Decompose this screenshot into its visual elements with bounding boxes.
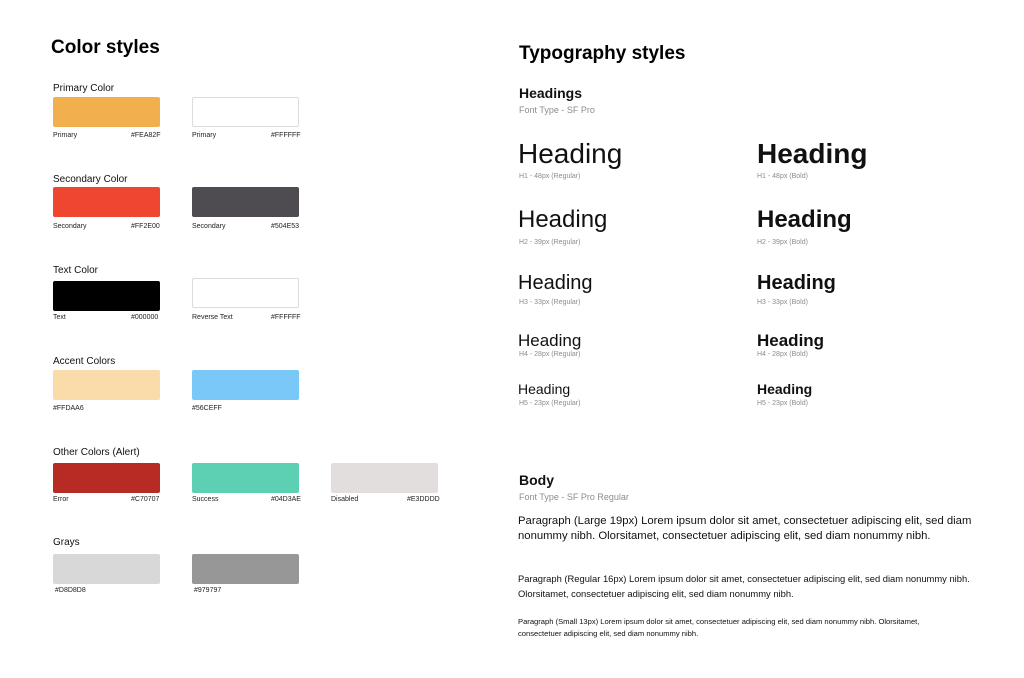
swatch-name: Disabled <box>331 496 359 503</box>
h1-regular-caption: H1 - 48px (Regular) <box>519 173 581 180</box>
swatch-name: Error <box>53 496 69 503</box>
h1-bold-sample: Heading <box>757 138 868 169</box>
swatch-name: Primary <box>192 132 217 139</box>
paragraph-small: Paragraph (Small 13px) Lorem ipsum dolor sit amet, consectetuer adipiscing elit, sed diam nonummy nibh. Olorsitamet, consectetuer adipiscing elit, sed diam nonummy nibh. <box>518 617 920 638</box>
h2-bold-caption: H2 - 39px (Bold) <box>757 239 808 246</box>
swatch-primary-orange[interactable] <box>53 97 160 127</box>
h2-regular-caption: H2 - 39px (Regular) <box>519 239 581 246</box>
swatch-hex: #979797 <box>194 587 222 594</box>
swatch-hex: #504E53 <box>271 223 300 230</box>
paragraph-large: Paragraph (Large 19px) Lorem ipsum dolor sit amet, consectetuer adipiscing elit, sed diam nonummy nibh. Olorsitamet, consectetuer adipiscing elit, sed diam nonummy nibh. <box>518 515 972 542</box>
swatch-hex: #FFFFFF <box>271 132 301 139</box>
h3-regular-sample: Heading <box>518 272 593 294</box>
group-label: Accent Colors <box>53 356 116 367</box>
swatch-disabled[interactable] <box>331 463 438 493</box>
swatch-name: Secondary <box>192 223 226 230</box>
swatch-reverse-text-white[interactable] <box>192 278 299 308</box>
h3-bold-caption: H3 - 33px (Bold) <box>757 299 808 306</box>
swatch-hex: #C70707 <box>131 496 160 503</box>
group-label: Secondary Color <box>53 174 128 185</box>
h3-bold-sample: Heading <box>757 272 836 294</box>
swatch-name: Reverse Text <box>192 314 233 321</box>
h5-regular-caption: H5 - 23px (Regular) <box>519 400 581 407</box>
h2-regular-sample: Heading <box>518 206 608 233</box>
swatch-hex: #000000 <box>131 314 159 321</box>
swatch-hex: #04D3AE <box>271 496 301 503</box>
swatch-name: Success <box>192 496 219 503</box>
swatch-secondary-gray[interactable] <box>192 187 299 217</box>
swatch-accent-blue[interactable] <box>192 370 299 400</box>
swatch-accent-peach[interactable] <box>53 370 160 400</box>
swatch-secondary-red[interactable] <box>53 187 160 217</box>
swatch-hex: #FFDAA6 <box>53 405 84 412</box>
swatch-gray-light[interactable] <box>53 554 160 584</box>
h5-regular-sample: Heading <box>518 381 571 397</box>
h5-bold-sample: Heading <box>757 381 813 397</box>
swatch-hex: #FFFFFF <box>271 314 301 321</box>
h1-bold-caption: H1 - 48px (Bold) <box>757 173 808 180</box>
swatch-hex: #D8D8D8 <box>55 587 86 594</box>
h1-regular-sample: Heading <box>518 138 623 169</box>
group-label: Text Color <box>53 265 99 276</box>
typography-styles-title: Typography styles <box>519 43 686 64</box>
swatch-hex: #FEA82F <box>131 132 161 139</box>
paragraph-regular: Paragraph (Regular 16px) Lorem ipsum dolor sit amet, consectetuer adipiscing elit, sed diam nonummy nibh. Olorsitamet, consectetuer adipiscing elit, sed diam nonummy nibh. <box>518 573 970 599</box>
swatch-name: Secondary <box>53 223 87 230</box>
group-label: Grays <box>53 537 80 548</box>
h4-regular-sample: Heading <box>518 331 582 350</box>
swatch-hex: #56CEFF <box>192 405 222 412</box>
color-styles-title: Color styles <box>51 37 160 58</box>
h4-regular-caption: H4 - 28px (Regular) <box>519 351 581 358</box>
swatch-primary-white[interactable] <box>192 97 299 127</box>
group-label: Primary Color <box>53 83 115 94</box>
h5-bold-caption: H5 - 23px (Bold) <box>757 400 808 407</box>
body-title: Body <box>519 472 554 488</box>
h4-bold-caption: H4 - 28px (Bold) <box>757 351 808 358</box>
swatch-error[interactable] <box>53 463 160 493</box>
headings-font-type: Font Type - SF Pro <box>519 105 595 115</box>
swatch-name: Primary <box>53 132 78 139</box>
group-label: Other Colors (Alert) <box>53 447 140 458</box>
h2-bold-sample: Heading <box>757 206 852 233</box>
body-font-type: Font Type - SF Pro Regular <box>519 492 629 502</box>
swatch-name: Text <box>53 314 66 321</box>
h3-regular-caption: H3 - 33px (Regular) <box>519 299 581 306</box>
swatch-gray-dark[interactable] <box>192 554 299 584</box>
swatch-hex: #E3DDDD <box>407 496 440 503</box>
headings-title: Headings <box>519 85 583 101</box>
swatch-hex: #FF2E00 <box>131 223 160 230</box>
swatch-success[interactable] <box>192 463 299 493</box>
h4-bold-sample: Heading <box>757 331 825 350</box>
swatch-text-black[interactable] <box>53 281 160 311</box>
